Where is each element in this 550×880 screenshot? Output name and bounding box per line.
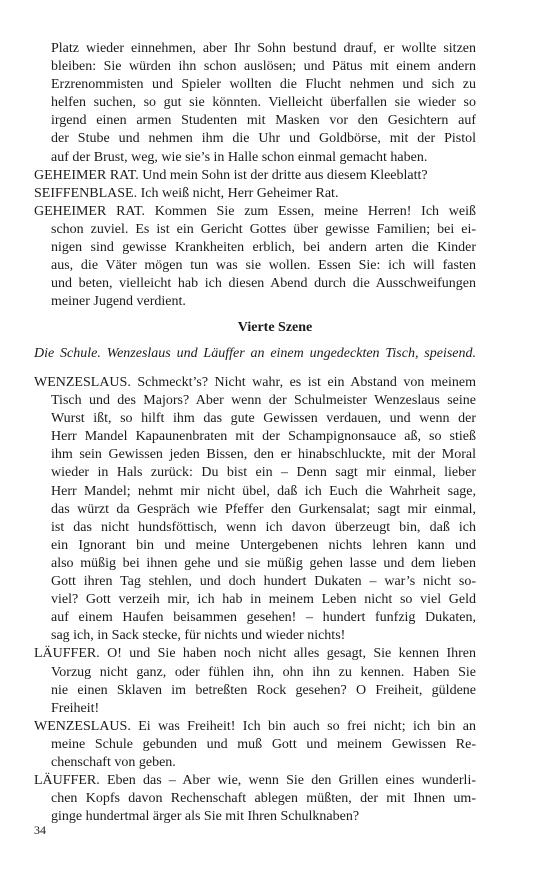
text-line: Herr Mandel; nehmt mir nicht übel, daß ich Euch die Wahrheit sage, <box>51 483 476 499</box>
text-line: wieder in Hals zurück: Du bist ein – Denn sagt mir einmal, lieber <box>51 465 476 481</box>
text-line: meiner Jugend verdient. <box>51 294 186 310</box>
speaker-line: LÄUFFER. Eben das – Aber wie, wenn Sie den Grillen eines wunderli- <box>34 773 476 789</box>
text-line: Tisch und des Majors? Aber wenn der Schulmeister Wenzeslaus seine <box>51 393 476 409</box>
text-line: Gott ihren Tag stehlen, und doch hundert Dukaten – war’s nicht so- <box>51 574 476 590</box>
text-line: chenschaft von geben. <box>51 754 176 770</box>
stage-direction: Die Schule. Wenzeslaus und Läuffer an einem ungedeckten Tisch, speisend. <box>34 346 476 361</box>
text-line: und beten, vielleicht hab ich diesen Abend durch die Ausschweifungen <box>51 276 476 292</box>
text-line: ihm sein Gewissen jeden Bissen, den er hinabschluckte, mit der Moral <box>51 447 476 463</box>
text-line: Wurst ißt, so hilft ihm das gute Gewissen verdauen, und wenn der <box>51 411 476 427</box>
text-line: schon zuviel. Es ist ein Gericht Gottes über gewisse Familien; bei ei- <box>51 221 476 237</box>
text-line: sag ich, in Sack stecke, für nichts und wieder nichts! <box>51 628 346 644</box>
text-block-top <box>34 40 476 311</box>
text-line: ist das nicht hundsföttisch, wenn ich davon überzeugt bin, daß ich <box>51 519 476 535</box>
text-line: Herr Mandel Kapaunenbraten mit der Schampignonsauce aß, so stieß <box>51 429 476 445</box>
speaker-line: GEHEIMER RAT. Und mein Sohn ist der dritte aus diesem Kleeblatt? <box>34 167 428 183</box>
text-line: nie einen Sklaven im betreßten Rock gesehen? O Freiheit, güldene <box>51 682 476 698</box>
text-line: aus, die Väter mögen tun was sie wollen. Essen Sie: ich will fasten <box>51 258 476 274</box>
speaker-line: LÄUFFER. O! und Sie haben noch nicht alles gesagt, Sie kennen Ihren <box>34 646 476 662</box>
text-line: ein Ignorant bin und meine Untergebenen nichts lehren kann und <box>51 537 476 553</box>
text-line: viel? Gott verzeih mir, ich hab in meinem Leben nicht so viel Geld <box>51 592 476 608</box>
speaker-line: WENZESLAUS. Ei was Freiheit! Ich bin auch so frei nicht; ich bin an <box>34 718 476 734</box>
page-number: 34 <box>34 823 46 837</box>
text-line: ginge hundertmal ärger als Sie mit Ihren Schulknaben? <box>51 809 360 825</box>
speaker-line: WENZESLAUS. Schmeckt’s? Nicht wahr, es ist ein Abstand von meinem <box>34 375 476 390</box>
text-line: also müßig bei ihnen gehe und sie müßig gehen lasse und dem lieben <box>51 555 476 571</box>
text-line: Platz wieder einnehmen, aber Ihr Sohn bestund drauf, er wollte sitzen <box>51 41 476 56</box>
text-line: der Stube und nehmen ihm die Uhr und Goldbörse, mit der Pistol <box>51 131 476 147</box>
text-line: Erzrenommisten und Spieler wollten die Flucht nehmen und sich zu <box>51 77 476 93</box>
text-line: das würzt da Gespräch wie Pfeffer den Gurkensalat; sagt mir einmal, <box>51 501 476 517</box>
text-line: auf der Brust, weg, wie sie’s in Halle schon einmal gemacht haben. <box>51 149 428 165</box>
text-block-dialogue <box>34 374 476 826</box>
text-line: auf einem Haufen beisammen gesehen! – hundert funfzig Dukaten, <box>51 610 476 626</box>
text-line: helfen suchen, so gut sie könnten. Vielleicht überfallen sie wieder so <box>51 95 476 111</box>
text-line: chen Kopfs davon Rechenschaft ablegen müßten, der mit Ihnen um- <box>51 791 476 807</box>
text-line: meine Schule gebunden und muß Gott und meinem Gewissen Re- <box>51 736 476 752</box>
speaker-line: GEHEIMER RAT. Kommen Sie zum Essen, meine Herren! Ich weiß <box>34 203 476 219</box>
text-line: bleiben: Sie würden ihn schon auslösen; und Pätus mit einem andern <box>51 59 476 75</box>
scene-heading: Vierte Szene <box>237 320 313 335</box>
text-line: Freiheit! <box>51 700 100 716</box>
speaker-line: SEIFFENBLASE. Ich weiß nicht, Herr Geheimer Rat. <box>34 185 339 201</box>
text-line: nigen sind gewisse Krankheiten erblich, bei andern arten die Kinder <box>51 240 476 256</box>
text-line: Vorzug nicht ganz, oder fühlen ihn, ohn ihn zu kennen. Haben Sie <box>51 664 476 680</box>
text-line: irgend einen armen Studenten mit Masken vor den Gesichtern auf <box>51 113 476 129</box>
